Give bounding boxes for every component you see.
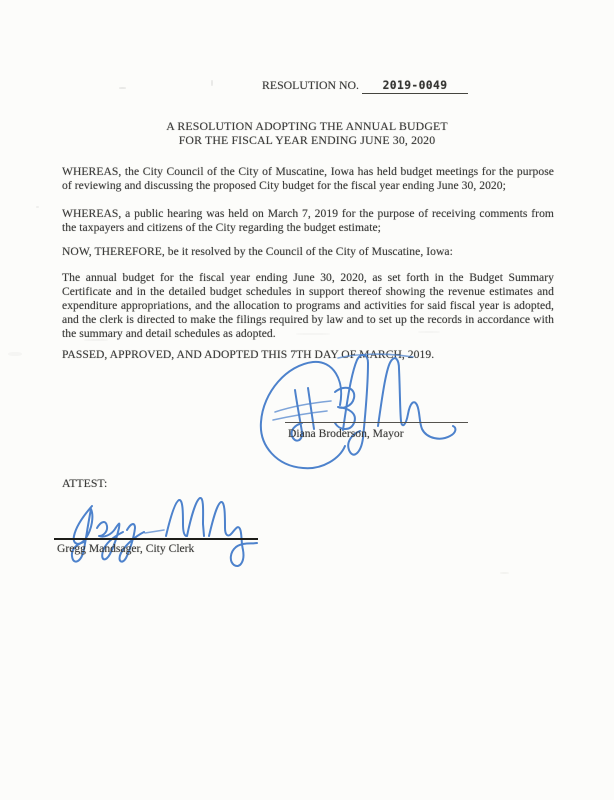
document-title — [0, 119, 614, 148]
scan-speck — [211, 80, 213, 86]
paragraph-adoption: The annual budget for the fiscal year ending June 30, 2020, as set forth in the Budget Summary Certificate and in the detailed budget schedules in support thereof showing the revenue estimates and expenditure appropriations, and the allocation to programs and activities for said fiscal year is adopted, and the clerk is directed to make the filings required by law and to set up the records in accordance with the summary and detail schedules as adopted. — [62, 271, 554, 340]
resolution-number: 2019-0049 — [362, 79, 468, 94]
clerk-name: Gregg Mandsager, City Clerk — [57, 542, 195, 555]
scan-speck — [8, 352, 22, 356]
paragraph-passed-approved: PASSED, APPROVED, AND ADOPTED THIS 7TH DAY OF MARCH, 2019. — [62, 348, 435, 361]
mayor-name: Diana Broderson, Mayor — [288, 427, 404, 440]
signature-line-clerk — [54, 538, 258, 540]
resolution-number-line — [262, 78, 468, 94]
scan-speck — [36, 206, 39, 208]
mayor-signature-ink — [245, 350, 475, 475]
paragraph-whereas-2: WHEREAS, a public hearing was held on March 7, 2019 for the purpose of receiving comments from the taxpayers and citizens of the City regarding the budget estimate; — [62, 207, 554, 234]
resolution-label: RESOLUTION NO. — [262, 78, 359, 92]
signature-line-mayor — [285, 422, 468, 423]
clerk-signature-ink — [45, 492, 275, 577]
paragraph-now-therefore: NOW, THEREFORE, be it resolved by the Council of the City of Muscatine, Iowa: — [62, 245, 453, 258]
scan-speck — [119, 87, 126, 89]
document-title-line2: FOR THE FISCAL YEAR ENDING JUNE 30, 2020 — [178, 133, 436, 148]
document-title-line1: A RESOLUTION ADOPTING THE ANNUAL BUDGET — [166, 119, 448, 133]
attest-label: ATTEST: — [62, 476, 108, 490]
scan-speck — [500, 572, 509, 574]
paragraph-whereas-1: WHEREAS, the City Council of the City of Muscatine, Iowa has held budget meetings for the purpose of reviewing and discussing the proposed City budget for the fiscal year ending June 30, 2020; — [62, 165, 554, 192]
